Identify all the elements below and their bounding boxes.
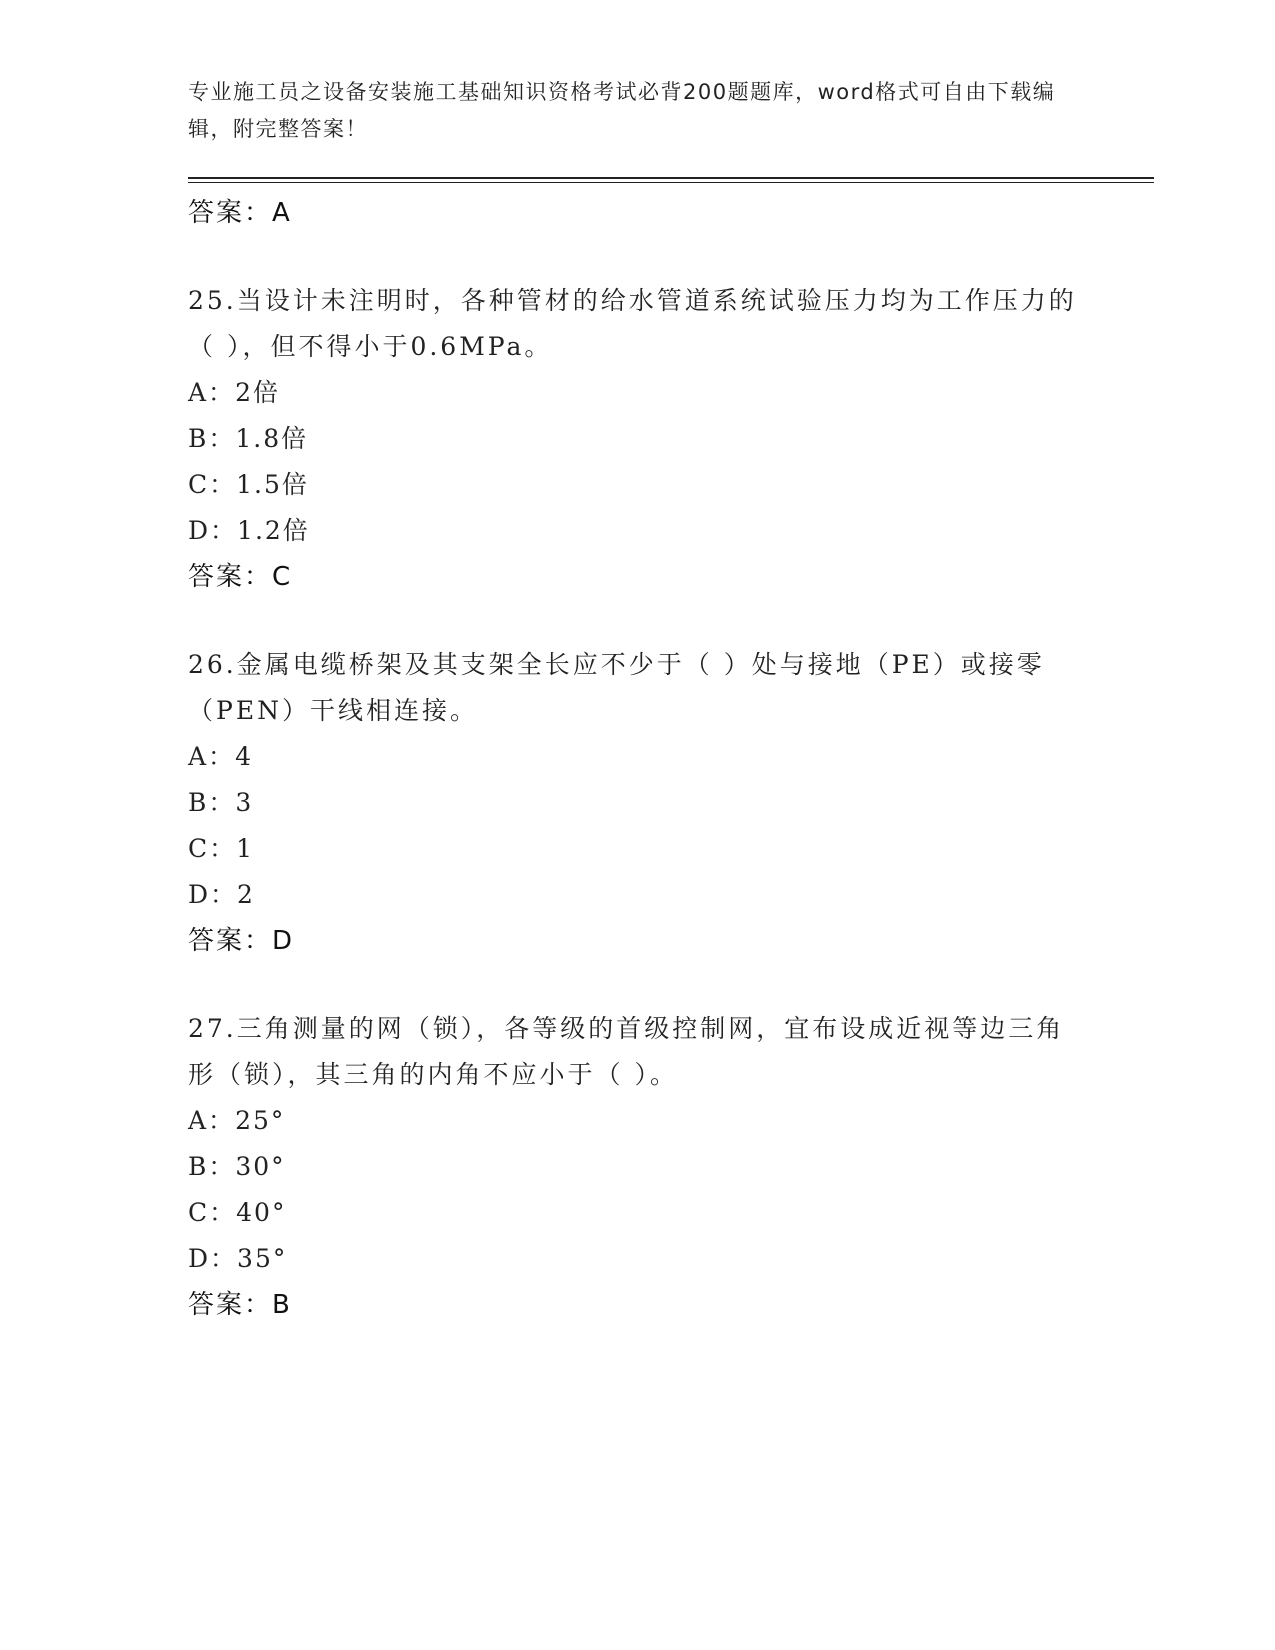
previous-answer: 答案：A (188, 198, 292, 228)
question-list (188, 190, 1088, 1328)
option-d: D：2 (188, 880, 255, 909)
header-divider-thick (188, 177, 1154, 179)
question-stem: 25.当设计未注明时，各种管材的给水管道系统试验压力均为工作压力的（ ），但不得小于0.6MPa。 (188, 286, 1077, 361)
option-c: C：1.5倍 (188, 470, 309, 499)
option-a: A：25° (188, 1106, 286, 1135)
option-b: B：3 (188, 788, 254, 817)
header-divider-thin (188, 182, 1154, 183)
option-c: C：1 (188, 834, 255, 863)
document-header: 专业施工员之设备安装施工基础知识资格考试必背200题题库，word格式可自由下载编辑，附完整答案！ (188, 80, 1056, 141)
question-item (188, 278, 1088, 600)
answer-line: 答案：D (188, 926, 295, 956)
question-stem: 27.三角测量的网（锁），各等级的首级控制网，宜布设成近视等边三角形（锁），其三角的内角不应小于（ ）。 (188, 1014, 1065, 1089)
option-b: B：1.8倍 (188, 424, 309, 453)
option-d: D：1.2倍 (188, 516, 310, 545)
option-d: D：35° (188, 1244, 288, 1273)
question-item (188, 642, 1088, 964)
answer-line: 答案：C (188, 562, 293, 592)
question-item (188, 1006, 1088, 1328)
answer-line: 答案：B (188, 1290, 292, 1320)
option-a: A：4 (188, 742, 253, 771)
option-a: A：2倍 (188, 378, 280, 407)
option-c: C：40° (188, 1198, 287, 1227)
question-stem: 26.金属电缆桥架及其支架全长应不少于（ ）处与接地（PE）或接零（PEN）干线相连接。 (188, 650, 1045, 725)
option-b: B：30° (188, 1152, 286, 1181)
